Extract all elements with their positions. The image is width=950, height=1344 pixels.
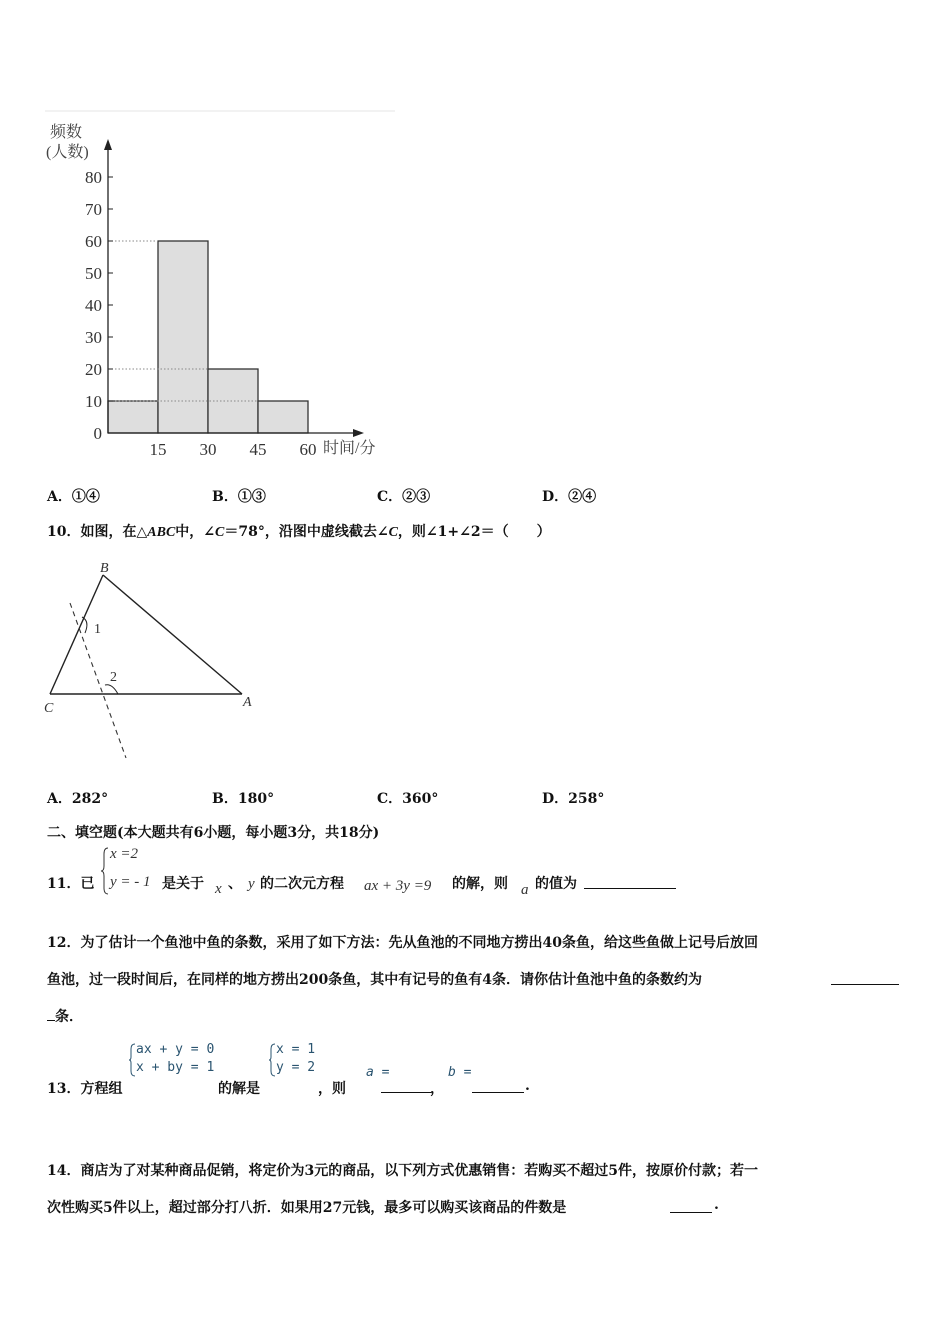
y-axis-label-line2: (人数)	[46, 144, 89, 161]
histogram-chart	[40, 105, 400, 465]
q13-comma: ，	[430, 1081, 444, 1097]
q9-option-c-letter: C．	[377, 489, 403, 505]
q11-text-b: 的二次元方程	[260, 876, 344, 892]
q10-c2: C	[388, 525, 398, 540]
q11-number: 11．已	[47, 876, 95, 892]
q12-answer-blank[interactable]	[831, 970, 899, 985]
q11-sys-line1: x =2	[110, 846, 139, 862]
x-tick-label-60: 60	[299, 440, 317, 459]
q11-text-c: 的解，则	[452, 876, 508, 892]
q10-option-d-letter: D．	[542, 791, 569, 807]
q9-option-b-letter: B．	[212, 489, 238, 505]
q14-answer-blank[interactable]	[670, 1198, 712, 1213]
q10-c1: C	[215, 525, 225, 540]
histogram-bar-1	[108, 401, 158, 433]
x-axis-arrow	[353, 429, 364, 437]
q10-abc: ABC	[147, 525, 176, 540]
q9-option-d[interactable]	[542, 486, 596, 506]
q11-equation: ax + 3y =9	[364, 878, 432, 894]
q10-option-b-letter: B．	[212, 791, 238, 807]
q13-a-eq: a =	[366, 1065, 390, 1080]
q11-text-d: 的值为	[535, 876, 577, 892]
y-tick-label-10: 10	[85, 392, 102, 411]
q9-option-d-letter: D．	[542, 489, 569, 505]
q14-line1: 14．商店为了对某种商品促销，将定价为3元的商品，以下列方式优惠销售：若购买不超过5件，按原价付款；若一	[47, 1163, 758, 1179]
y-tick-label-30: 30	[85, 328, 102, 347]
q13-period: .	[525, 1078, 530, 1094]
q11-sep: 、	[228, 876, 242, 892]
q9-option-a[interactable]	[47, 486, 100, 506]
q11-brace	[100, 846, 110, 896]
q13-sys2-line1: x = 1	[276, 1042, 316, 1057]
q13-number: 13．方程组	[47, 1081, 123, 1097]
q10-option-a-letter: A．	[47, 791, 72, 807]
vertex-c-label: C	[44, 701, 54, 716]
x-tick-label-45: 45	[249, 440, 267, 459]
q10-option-c-text: 360°	[402, 791, 439, 807]
q10-text-d: ，则∠1+∠2＝（ ）	[397, 524, 551, 540]
q11-answer-blank[interactable]	[584, 874, 676, 889]
q13-b-blank[interactable]	[472, 1078, 524, 1093]
q14-end: .	[714, 1197, 719, 1213]
histogram-bar-2	[158, 241, 208, 433]
q13-sys1-line1: ax + y = 0	[136, 1042, 215, 1057]
x-tick-label-30: 30	[199, 440, 217, 459]
q11-var-a: a	[521, 882, 529, 898]
q11-text-a: 是关于	[162, 876, 204, 892]
y-axis-arrow	[104, 139, 112, 150]
triangle-side-ba	[103, 575, 242, 694]
y-tick-label-50: 50	[85, 264, 102, 283]
y-axis-label-line1: 频数	[50, 124, 83, 141]
y-tick-label-20: 20	[85, 360, 102, 379]
y-tick-label-60: 60	[85, 232, 102, 251]
q13-sys2-brace	[268, 1043, 276, 1077]
q13-a-blank[interactable]	[381, 1078, 431, 1093]
section-2-title: 二、填空题(本大题共有6小题，每小题3分，共18分)	[47, 825, 380, 841]
x-axis-label: 时间/分	[323, 440, 376, 457]
q10-stem	[47, 521, 551, 541]
q10-option-c[interactable]	[377, 788, 438, 808]
q11-sys-line2: y = - 1	[110, 874, 151, 890]
q12-answer-blank-cont[interactable]	[47, 1006, 55, 1021]
q13-sys1-line2: x + by = 1	[136, 1060, 215, 1075]
q13-text-b: ，则	[318, 1081, 346, 1097]
y-tick-label-70: 70	[85, 200, 102, 219]
q9-option-b[interactable]	[212, 486, 266, 506]
q10-text-a: 如图，在△	[80, 524, 148, 540]
q10-option-d-text: 258°	[568, 791, 605, 807]
q10-option-b[interactable]	[212, 788, 274, 808]
histogram-bar-4	[258, 401, 308, 433]
q9-option-b-text: ①③	[237, 489, 266, 505]
q9-option-c-text: ②③	[402, 489, 431, 505]
q13-system-1	[128, 1041, 223, 1077]
q13-sys2-line2: y = 2	[276, 1060, 316, 1075]
q10-text-b: 中，∠	[175, 524, 216, 540]
q10-option-d[interactable]	[542, 788, 604, 808]
vertex-a-label: A	[243, 695, 252, 710]
q13-system-2	[268, 1041, 328, 1077]
q12-line3: 条．	[55, 1009, 83, 1025]
q9-option-a-text: ①④	[71, 489, 100, 505]
histogram-bar-3	[208, 369, 258, 433]
angle-1-label: 1	[94, 622, 101, 637]
q13-sys1-brace	[128, 1043, 136, 1077]
angle-2-label: 2	[110, 670, 117, 685]
y-tick-label-0: 0	[93, 424, 102, 443]
vertex-b-label: B	[100, 561, 109, 576]
q12-line2: 鱼池，过一段时间后，在同样的地方捞出200条鱼，其中有记号的鱼有4条．请你估计鱼池中鱼的条数约为	[47, 972, 702, 988]
q13-text-a: 的解是	[218, 1081, 260, 1097]
q9-option-a-letter: A．	[47, 489, 72, 505]
y-tick-label-80: 80	[85, 168, 102, 187]
q10-option-a-text: 282°	[71, 791, 109, 807]
q10-option-a[interactable]	[47, 788, 108, 808]
q14-line2: 次性购买5件以上，超过部分打八折．如果用27元钱，最多可以购买该商品的件数是	[47, 1200, 567, 1216]
q10-option-b-text: 180°	[237, 791, 275, 807]
angle-2-arc	[105, 685, 118, 694]
q13-b-eq: b =	[448, 1065, 472, 1080]
q10-number: 10．	[47, 524, 81, 540]
q9-option-d-text: ②④	[568, 489, 597, 505]
triangle-figure	[38, 555, 268, 765]
q12-line1: 12．为了估计一个鱼池中鱼的条数，采用了如下方法：先从鱼池的不同地方捞出40条鱼，给这些鱼做上记号后放回	[47, 935, 758, 951]
q10-option-c-letter: C．	[377, 791, 403, 807]
q11-var-y: y	[248, 876, 255, 892]
q11-system	[100, 846, 160, 896]
y-tick-label-40: 40	[85, 296, 102, 315]
q11-var-x: x	[215, 881, 222, 897]
q10-text-c: ＝78°，沿图中虚线截去∠	[224, 524, 389, 540]
q9-option-c[interactable]	[377, 486, 430, 506]
x-tick-label-15: 15	[149, 440, 167, 459]
